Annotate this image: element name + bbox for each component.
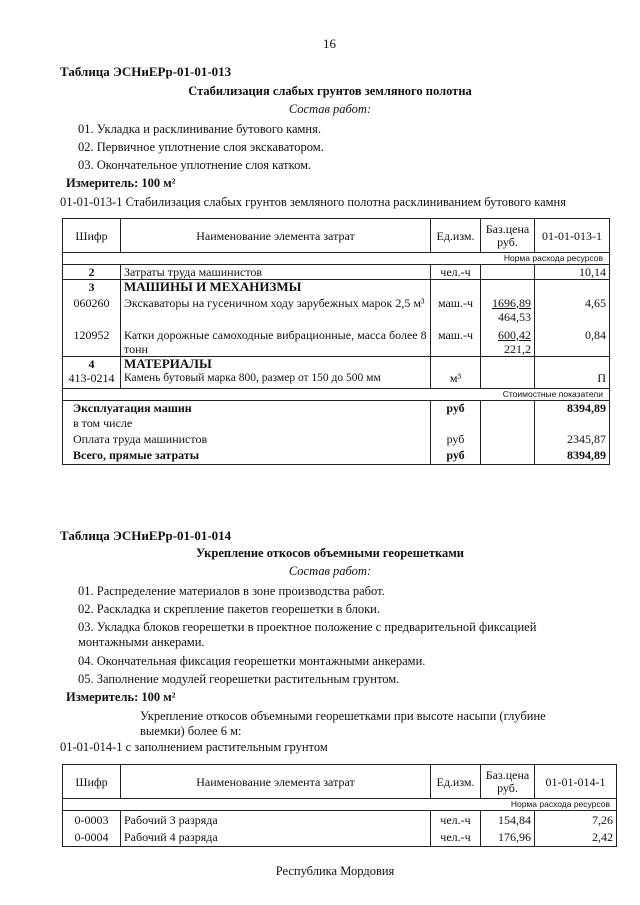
- row-m2-name: Катки дорожные самоходные вибрационные, масса более 8 тонн: [121, 324, 431, 357]
- row-labor-num: 2: [63, 265, 121, 280]
- row-m2-unit: маш.-ч: [431, 324, 481, 357]
- table1-sostav: Состав работ:: [288, 102, 372, 116]
- table2-work-3: 03. Укладка блоков георешетки в проектное положение с предварительной фиксацией: [78, 620, 537, 634]
- row-labor-price: [481, 265, 535, 280]
- row-m1-price-1: 1696,89: [492, 295, 531, 310]
- cost-row-name: Эксплуатация машин: [63, 400, 431, 416]
- cell-empty: [481, 371, 535, 388]
- table2-desc-2: выемки) более 6 м:: [140, 724, 242, 738]
- table2-desc-1: Укрепление откосов объемными георешетками при высоте насыпи (глубине: [140, 709, 546, 723]
- cost-row-name: Всего, прямые затраты: [63, 448, 431, 464]
- row-mat-head: МАТЕРИАЛЫ: [121, 356, 431, 371]
- cell-empty: [481, 448, 535, 464]
- table2-title: Укрепление откосов объемными георешетками: [196, 546, 464, 560]
- row-m2-price-2: 221,2: [504, 341, 531, 356]
- cell-empty: [431, 280, 481, 295]
- cost-row-val: 2345,87: [535, 432, 610, 448]
- th-col: 01-01-014-1: [535, 765, 617, 799]
- th-code: Шифр: [63, 219, 121, 253]
- table-row-val: 7,26: [535, 811, 617, 829]
- cell-empty: [481, 400, 535, 416]
- row-mat1-code: 413-0214: [63, 371, 121, 388]
- cost-row-unit: руб: [431, 400, 481, 416]
- row-m1-price: [481, 295, 535, 324]
- row-mach-head: МАШИНЫ И МЕХАНИЗМЫ: [121, 280, 431, 295]
- th-unit: Ед.изм.: [431, 219, 481, 253]
- cell-empty: [481, 356, 535, 371]
- table1-work-3: 03. Окончательное уплотнение слоя катком.: [78, 158, 312, 172]
- table-row-price: 154,84: [481, 811, 535, 829]
- table1-code-line: 01-01-013-1 Стабилизация слабых грунтов земляного полотна расклиниванием бутового камня: [60, 195, 566, 209]
- table1-measure: Измеритель: 100 м²: [66, 176, 176, 190]
- row-mat1-val: П: [535, 371, 610, 388]
- th-unit: Ед.изм.: [431, 765, 481, 799]
- cost-row-unit: руб: [431, 432, 481, 448]
- cell-empty: [481, 280, 535, 295]
- table2-code-line: 01-01-014-1 с заполнением растительным грунтом: [60, 740, 328, 754]
- row-m1-val: 4,65: [535, 295, 610, 324]
- resource-table-2: [62, 764, 617, 847]
- table2-work-2: 02. Раскладка и скрепление пакетов георешетки в блоки.: [78, 602, 380, 616]
- th-price: Баз.цена руб.: [481, 219, 535, 253]
- norm-label: Норма расхода ресурсов: [63, 799, 617, 811]
- table1-work-1: 01. Укладка и расклинивание бутового камня.: [78, 122, 321, 136]
- th-price: Баз.цена руб.: [481, 765, 535, 799]
- cell-empty: [481, 416, 535, 432]
- table-row-val: 2,42: [535, 829, 617, 847]
- cost-label: Стоимостные показатели: [63, 388, 610, 400]
- table-row-name: Рабочий 4 разряда: [121, 829, 431, 847]
- th-name: Наименование элемента затрат: [121, 765, 431, 799]
- row-m2-price: [481, 324, 535, 357]
- row-labor-unit: чел.-ч: [431, 265, 481, 280]
- table-row-name: Рабочий 3 разряда: [121, 811, 431, 829]
- page-number: 16: [323, 36, 336, 51]
- row-m1-unit: маш.-ч: [431, 295, 481, 324]
- cell-empty: [535, 356, 610, 371]
- table1-work-2: 02. Первичное уплотнение слоя экскаватором.: [78, 140, 324, 154]
- table-row-code: 0-0003: [63, 811, 121, 829]
- row-mat1-unit: м³: [431, 371, 481, 388]
- cell-empty: [431, 356, 481, 371]
- cell-empty: [481, 432, 535, 448]
- row-m1-price-2: 464,53: [498, 309, 531, 324]
- table2-work-3-cont: монтажными анкерами.: [78, 635, 205, 649]
- th-col: 01-01-013-1: [535, 219, 610, 253]
- row-labor-name: Затраты труда машинистов: [121, 265, 431, 280]
- table2-work-1: 01. Распределение материалов в зоне производства работ.: [78, 584, 385, 598]
- row-m2-val: 0,84: [535, 324, 610, 357]
- table2-sostav: Состав работ:: [288, 564, 372, 578]
- row-m1-code: 060260: [63, 295, 121, 324]
- row-mach-num: 3: [63, 280, 121, 295]
- table2-caption: Таблица ЭСНиЕРр-01-01-014: [60, 528, 232, 543]
- row-m1-name: Экскаваторы на гусеничном ходу зарубежных марок 2,5 м³: [121, 295, 431, 324]
- cost-row-val: [535, 416, 610, 432]
- table2-work-5: 05. Заполнение модулей георешетки растительным грунтом.: [78, 672, 400, 686]
- table-row-unit: чел.-ч: [431, 811, 481, 829]
- table-row-unit: чел.-ч: [431, 829, 481, 847]
- row-labor-val: 10,14: [535, 265, 610, 280]
- page-footer: Республика Мордовия: [275, 864, 395, 878]
- th-code: Шифр: [63, 765, 121, 799]
- row-m2-price-1: 600,42: [498, 327, 531, 342]
- row-mat1-name: Камень бутовый марка 800, размер от 150 до 500 мм: [121, 371, 431, 388]
- cost-row-name: в том числе: [63, 416, 431, 432]
- row-mat-num: 4: [63, 356, 121, 371]
- cost-row-val: 8394,89: [535, 400, 610, 416]
- table2-work-4: 04. Окончательная фиксация георешетки монтажными анкерами.: [78, 654, 426, 668]
- norm-label: Норма расхода ресурсов: [63, 253, 610, 265]
- cost-row-unit: руб: [431, 448, 481, 464]
- table-row-price: 176,96: [481, 829, 535, 847]
- cost-row-val: 8394,89: [535, 448, 610, 464]
- table-row-code: 0-0004: [63, 829, 121, 847]
- table2-measure: Измеритель: 100 м²: [66, 690, 176, 704]
- cost-row-unit: [431, 416, 481, 432]
- table1-caption: Таблица ЭСНиЕРр-01-01-013: [60, 64, 232, 79]
- table1-title: Стабилизация слабых грунтов земляного полотна: [188, 84, 472, 98]
- resource-table-1: [62, 218, 610, 465]
- cell-empty: [535, 280, 610, 295]
- row-m2-code: 120952: [63, 324, 121, 357]
- cost-row-name: Оплата труда машинистов: [63, 432, 431, 448]
- th-name: Наименование элемента затрат: [121, 219, 431, 253]
